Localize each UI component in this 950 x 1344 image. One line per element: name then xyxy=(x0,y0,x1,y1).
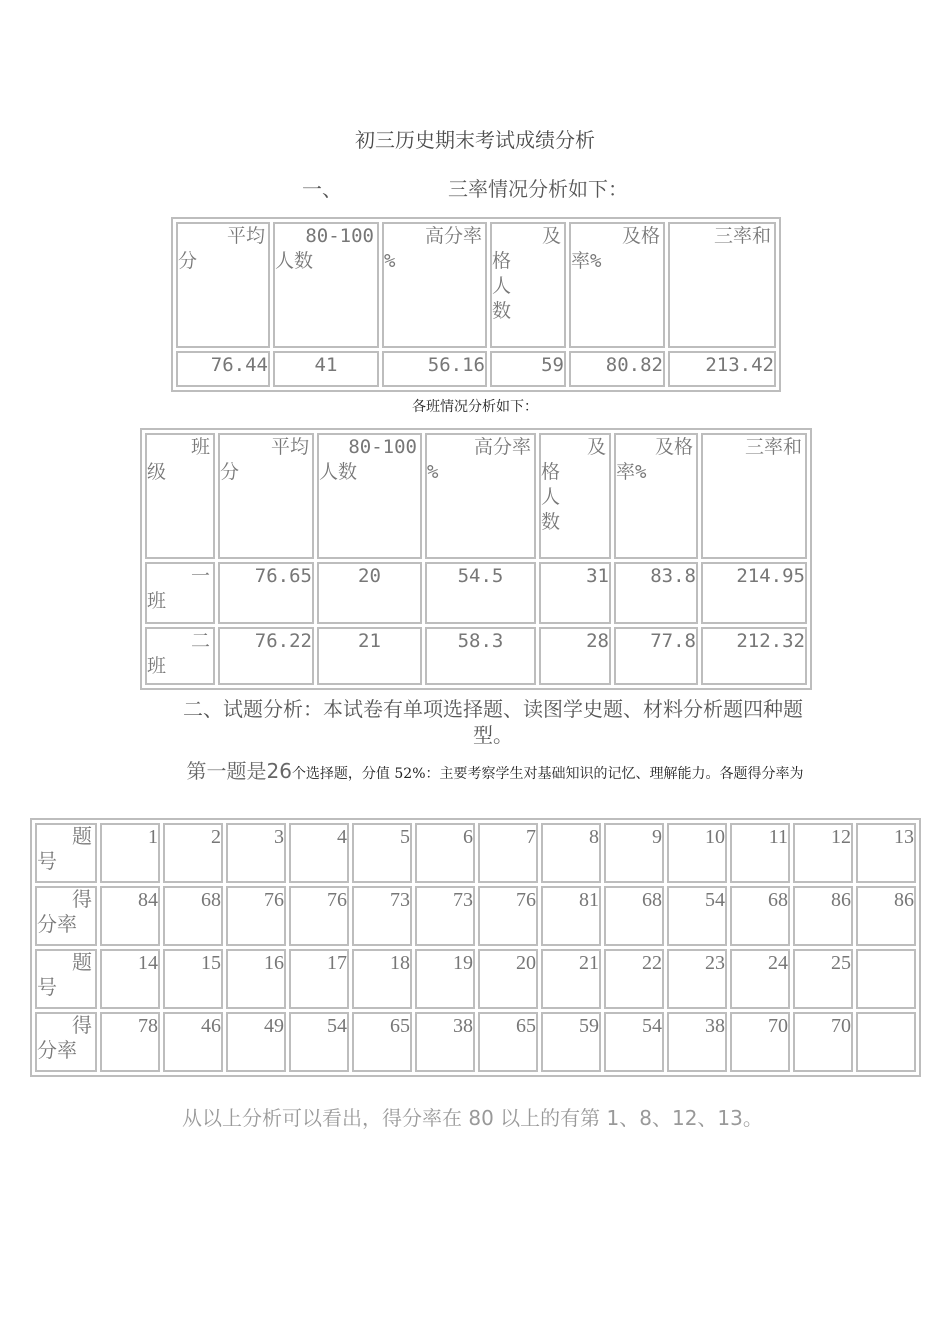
value-cell: 12 xyxy=(793,823,853,883)
question-row xyxy=(35,886,916,946)
value-cell: 76 xyxy=(226,886,286,946)
value-cell: 59 xyxy=(541,1012,601,1072)
question-row xyxy=(35,823,916,883)
value-cell: 76.65 xyxy=(218,562,314,624)
conclusion-text: 从以上分析可以看出，得分率在 80 以上的有第 1、8、12、13。 xyxy=(182,1106,763,1130)
value-cell: 54 xyxy=(289,1012,349,1072)
value-cell: 76.44 xyxy=(176,351,270,387)
value-cell: 212.32 xyxy=(701,627,807,685)
value-cell: 86 xyxy=(793,886,853,946)
value-cell: 49 xyxy=(226,1012,286,1072)
class-caption: 各班情况分析如下： xyxy=(412,399,538,415)
section1-number: 一、 xyxy=(302,177,342,201)
value-cell: 9 xyxy=(604,823,664,883)
value-cell: 65 xyxy=(352,1012,412,1072)
header-cell: 平均 分 xyxy=(176,222,270,348)
value-cell: 84 xyxy=(100,886,160,946)
value-cell: 31 xyxy=(539,562,611,624)
value-cell: 58.3 xyxy=(425,627,536,685)
header-cell: 得 分率 xyxy=(35,886,97,946)
value-cell: 80.82 xyxy=(569,351,665,387)
value-cell: 70 xyxy=(793,1012,853,1072)
value-cell: 4 xyxy=(289,823,349,883)
value-cell: 78 xyxy=(100,1012,160,1072)
value-cell: 54 xyxy=(604,1012,664,1072)
value-cell: 6 xyxy=(415,823,475,883)
q1-lead: 第一题是 xyxy=(186,759,267,783)
value-cell: 24 xyxy=(730,949,790,1009)
question-score-table xyxy=(30,818,921,1077)
value-cell: 16 xyxy=(226,949,286,1009)
header-cell: 及 格 人 数 xyxy=(539,433,611,559)
section1-heading: 三率情况分析如下： xyxy=(448,177,628,201)
value-cell: 20 xyxy=(317,562,422,624)
value-cell: 46 xyxy=(163,1012,223,1072)
overall-header-row xyxy=(176,222,776,348)
value-cell: 38 xyxy=(667,1012,727,1072)
value-cell: 21 xyxy=(317,627,422,685)
q1-count: 26 xyxy=(266,759,292,783)
header-cell: 三率和 xyxy=(701,433,807,559)
document-title: 初三历史期末考试成绩分析 xyxy=(355,128,595,152)
question-row xyxy=(35,949,916,1009)
value-cell: 5 xyxy=(352,823,412,883)
value-cell: 70 xyxy=(730,1012,790,1072)
question1-description xyxy=(170,759,820,786)
header-cell: 三率和 xyxy=(668,222,776,348)
value-cell: 28 xyxy=(539,627,611,685)
q1-rest: 个选择题，分值 52%：主要考察学生对基础知识的记忆、理解能力。各题得分率为 xyxy=(291,766,804,782)
value-cell: 22 xyxy=(604,949,664,1009)
header-cell: 题 号 xyxy=(35,949,97,1009)
header-cell: 平均 分 xyxy=(218,433,314,559)
value-cell: 59 xyxy=(490,351,566,387)
value-cell: 86 xyxy=(856,886,916,946)
header-cell: 及格 率% xyxy=(614,433,698,559)
value-cell: 14 xyxy=(100,949,160,1009)
overall-table xyxy=(171,217,781,392)
value-cell: 3 xyxy=(226,823,286,883)
value-cell: 17 xyxy=(289,949,349,1009)
value-cell: 73 xyxy=(352,886,412,946)
value-cell: 18 xyxy=(352,949,412,1009)
value-cell: 2 xyxy=(163,823,223,883)
value-cell: 13 xyxy=(856,823,916,883)
value-cell: 68 xyxy=(604,886,664,946)
class-header-row xyxy=(145,433,807,559)
value-cell: 7 xyxy=(478,823,538,883)
value-cell: 25 xyxy=(793,949,853,1009)
value-cell: 54 xyxy=(667,886,727,946)
value-cell: 23 xyxy=(667,949,727,1009)
value-cell: 68 xyxy=(730,886,790,946)
value-cell: 21 xyxy=(541,949,601,1009)
value-cell: 76 xyxy=(289,886,349,946)
value-cell: 77.8 xyxy=(614,627,698,685)
section2-heading: 二、试题分析：本试卷有单项选择题、读图学史题、材料分析题四种题型。 xyxy=(183,697,803,747)
class-table xyxy=(140,428,812,690)
question-row xyxy=(35,1012,916,1072)
value-cell: 81 xyxy=(541,886,601,946)
value-cell: 76.22 xyxy=(218,627,314,685)
value-cell: 76 xyxy=(478,886,538,946)
value-cell: 38 xyxy=(415,1012,475,1072)
value-cell: 214.95 xyxy=(701,562,807,624)
header-cell: 80-100 人数 xyxy=(273,222,379,348)
value-cell: 54.5 xyxy=(425,562,536,624)
value-cell xyxy=(856,949,916,1009)
header-cell: 高分率 % xyxy=(425,433,536,559)
header-cell: 80-100 人数 xyxy=(317,433,422,559)
value-cell: 41 xyxy=(273,351,379,387)
header-cell: 及格 率% xyxy=(569,222,665,348)
header-cell: 二 班 xyxy=(145,627,215,685)
value-cell: 65 xyxy=(478,1012,538,1072)
header-cell: 高分率 % xyxy=(382,222,487,348)
value-cell: 11 xyxy=(730,823,790,883)
value-cell: 10 xyxy=(667,823,727,883)
header-cell: 题 号 xyxy=(35,823,97,883)
class-row xyxy=(145,562,807,624)
value-cell: 73 xyxy=(415,886,475,946)
value-cell: 15 xyxy=(163,949,223,1009)
value-cell: 19 xyxy=(415,949,475,1009)
class-row xyxy=(145,627,807,685)
value-cell: 56.16 xyxy=(382,351,487,387)
value-cell: 68 xyxy=(163,886,223,946)
value-cell: 8 xyxy=(541,823,601,883)
value-cell: 213.42 xyxy=(668,351,776,387)
value-cell: 1 xyxy=(100,823,160,883)
overall-value-row xyxy=(176,351,776,387)
header-cell: 得 分率 xyxy=(35,1012,97,1072)
value-cell xyxy=(856,1012,916,1072)
header-cell: 班 级 xyxy=(145,433,215,559)
header-cell: 及 格 人 数 xyxy=(490,222,566,348)
header-cell: 一 班 xyxy=(145,562,215,624)
value-cell: 20 xyxy=(478,949,538,1009)
value-cell: 83.8 xyxy=(614,562,698,624)
